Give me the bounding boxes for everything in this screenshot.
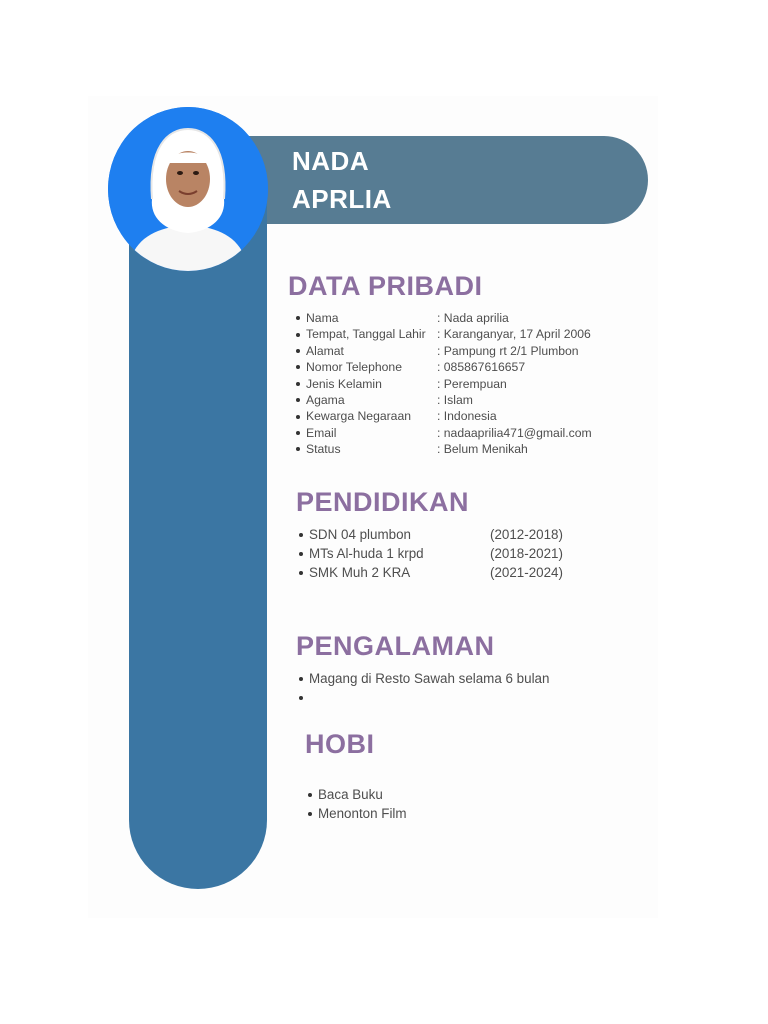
field-label: Alamat [306, 343, 344, 358]
field-label: Jenis Kelamin [306, 376, 382, 391]
field-value: : Nada aprilia [437, 311, 509, 325]
list-item [306, 425, 626, 441]
list-item: Baca Buku [318, 785, 518, 804]
section-title-pengalaman: PENGALAMAN [296, 631, 495, 661]
list-item [309, 544, 589, 563]
field-value: : Pampung rt 2/1 Plumbon [437, 343, 579, 358]
school-name: SDN 04 plumbon [309, 527, 411, 542]
field-value: : Islam [437, 392, 473, 407]
left-accent-bar [129, 195, 267, 889]
school-name: MTs Al-huda 1 krpd [309, 546, 424, 561]
field-value: : Belum Menikah [437, 442, 528, 457]
list-item [309, 525, 589, 544]
field-value: : 085867616657 [437, 360, 526, 375]
field-value: : Perempuan [437, 376, 507, 391]
field-label: Status [306, 442, 341, 457]
name-first: NADA [292, 146, 370, 176]
list-item: Magang di Resto Sawah selama 6 bulan [309, 669, 609, 688]
school-years: (2021-2024) [490, 565, 563, 580]
field-value: : Indonesia [437, 409, 497, 424]
school-name: SMK Muh 2 KRA [309, 565, 411, 580]
field-value: : Karanganyar, 17 April 2006 [437, 327, 591, 342]
list-item [306, 343, 626, 359]
list-item [309, 688, 609, 707]
section-title-hobi: HOBI [305, 729, 375, 759]
list-item [306, 326, 626, 342]
name-last: APRLIA [292, 184, 392, 214]
hobby-list [318, 785, 518, 823]
field-label: Agama [306, 392, 345, 407]
field-label: Kewarga Negaraan [306, 409, 412, 424]
person-hijab-icon [108, 107, 268, 271]
section-title-pendidikan: PENDIDIKAN [296, 487, 470, 517]
field-value: : nadaaprilia471@gmail.com [437, 425, 592, 440]
experience-list [309, 669, 609, 707]
list-item [306, 408, 626, 424]
list-item [306, 310, 626, 326]
list-item [306, 441, 626, 457]
education-list [309, 525, 589, 582]
field-label: Email [306, 425, 337, 440]
profile-photo [108, 107, 268, 271]
list-item [306, 376, 626, 392]
field-label: Nomor Telephone [306, 360, 402, 375]
field-label: Tempat, Tanggal Lahir [306, 327, 426, 342]
list-item [306, 359, 626, 375]
personal-data-list [306, 310, 626, 458]
field-label: Nama [306, 311, 339, 325]
section-title-data-pribadi: DATA PRIBADI [288, 271, 483, 301]
school-years: (2018-2021) [490, 546, 563, 561]
list-item [309, 563, 589, 582]
list-item: Menonton Film [318, 804, 518, 823]
school-years: (2012-2018) [490, 527, 563, 542]
list-item [306, 392, 626, 408]
